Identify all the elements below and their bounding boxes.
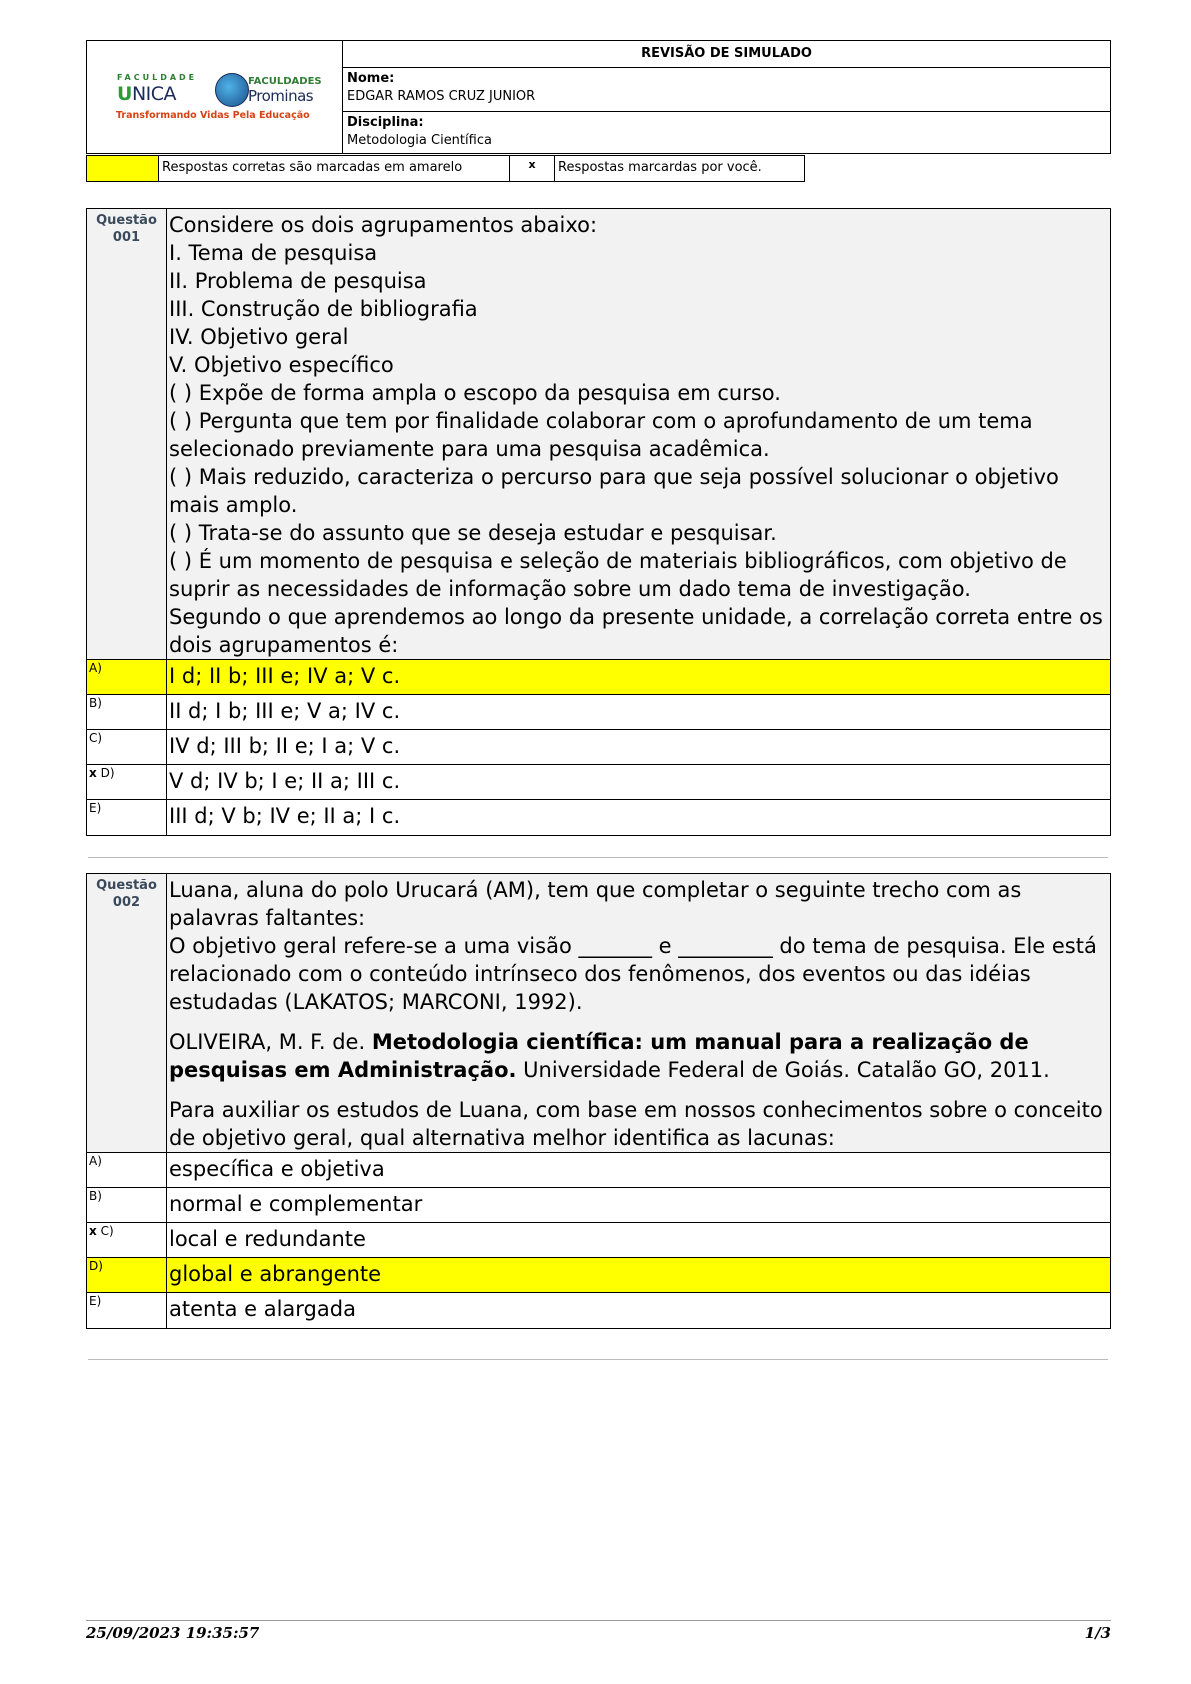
option-b <box>87 695 1110 730</box>
legend <box>86 155 805 182</box>
option-letter: C) <box>100 1224 114 1238</box>
logo-prominas-text: Prominas <box>248 87 314 105</box>
option-label <box>87 765 167 799</box>
stem-line: I. Tema de pesquisa <box>169 241 378 265</box>
option-text: II d; I b; III e; V a; IV c. <box>169 699 401 723</box>
option-label <box>87 1258 167 1292</box>
question-separator <box>88 1359 1108 1360</box>
stem-paragraph: O objetivo geral refere-se a uma visão _______ e _________ do tema de pesquisa. Ele está relacionado com o conteúdo intrínseco dos fenômenos, dos eventos ou das idéias estudadas (LAKATOS; MARCONI, 1992). <box>169 934 1097 1014</box>
option-letter: A) <box>89 661 102 675</box>
option-label <box>87 1223 167 1257</box>
question-number <box>87 209 167 659</box>
question-number-value: 001 <box>112 230 141 245</box>
question-number-value: 002 <box>112 895 141 910</box>
option-a <box>87 660 1110 695</box>
option-letter: D) <box>89 1259 103 1273</box>
question-stem <box>87 874 1110 1153</box>
option-letter: A) <box>89 1154 102 1168</box>
option-text: local e redundante <box>169 1227 366 1251</box>
option-label <box>87 1188 167 1222</box>
reference-author: OLIVEIRA, M. F. de. <box>169 1030 372 1054</box>
legend-correct-text: Respostas corretas são marcadas em amarelo <box>159 156 510 181</box>
option-label <box>87 730 167 764</box>
option-letter: C) <box>89 731 103 745</box>
stem-line: ( ) Trata-se do assunto que se deseja estudar e pesquisar. <box>169 521 777 545</box>
option-text: específica e objetiva <box>169 1157 385 1181</box>
stem-line: ( ) Expõe de forma ampla o escopo da pesquisa em curso. <box>169 381 781 405</box>
option-letter: B) <box>89 1189 102 1203</box>
option-c <box>87 1223 1110 1258</box>
option-text: V d; IV b; I e; II a; III c. <box>169 769 401 793</box>
legend-yellow-swatch <box>87 156 159 181</box>
reference-title: Metodologia científica: um manual para a realização de pesquisas em Administração. <box>169 1030 1029 1082</box>
logo-unica-text <box>117 83 176 105</box>
legend-marked-text: Respostas marcardas por você. <box>558 160 762 175</box>
option-d <box>87 1258 1110 1293</box>
footer-page-number: 1/3 <box>1084 1624 1111 1642</box>
option-a <box>87 1153 1110 1188</box>
stem-paragraph: Para auxiliar os estudos de Luana, com base em nossos conhecimentos sobre o conceito de objetivo geral, qual alternativa melhor identifica as lacunas: <box>169 1098 1103 1150</box>
option-label <box>87 1153 167 1187</box>
stem-line: ( ) Pergunta que tem por finalidade colaborar com o aprofundamento de um tema selecionado previamente para uma pesquisa acadêmica. <box>169 409 1033 461</box>
globe-logo-icon <box>215 73 249 107</box>
logo-tagline: Transformando Vidas Pela Educação <box>116 110 310 121</box>
option-e <box>87 800 1110 835</box>
reference-rest: Universidade Federal de Goiás. Catalão GO, 2011. <box>516 1058 1050 1082</box>
option-text: global e abrangente <box>169 1262 382 1286</box>
option-d <box>87 765 1110 800</box>
question-number <box>87 874 167 1152</box>
stem-line: ( ) É um momento de pesquisa e seleção de materiais bibliográficos, com objetivo de suprir as necessidades de informação sobre um dado tema de investigação. <box>169 549 1067 601</box>
header-box <box>86 40 1111 154</box>
option-label <box>87 660 167 694</box>
question-label: Questão <box>96 213 157 228</box>
reference-paragraph <box>169 1028 1106 1084</box>
legend-marked-symbol: x <box>510 156 555 181</box>
question-002 <box>86 873 1111 1329</box>
page-title: REVISÃO DE SIMULADO <box>343 41 1110 68</box>
option-b <box>87 1188 1110 1223</box>
option-c <box>87 730 1110 765</box>
option-label <box>87 800 167 835</box>
footer-divider <box>86 1620 1111 1621</box>
question-stem <box>87 209 1110 660</box>
stem-line: V. Objetivo específico <box>169 353 394 377</box>
option-label <box>87 1293 167 1328</box>
stem-paragraph: Luana, aluna do polo Urucará (AM), tem que completar o seguinte trecho com as palavras faltantes: <box>169 878 1022 930</box>
option-text: III d; V b; IV e; II a; I c. <box>169 804 401 828</box>
option-text: I d; II b; III e; IV a; V c. <box>169 664 401 688</box>
stem-line: IV. Objetivo geral <box>169 325 349 349</box>
option-text: IV d; III b; II e; I a; V c. <box>169 734 401 758</box>
option-label <box>87 695 167 729</box>
logo-faculdades-text: FACULDADES <box>248 76 322 87</box>
name-label: Nome: <box>347 71 395 86</box>
option-text: atenta e alargada <box>169 1297 356 1321</box>
option-e <box>87 1293 1110 1328</box>
question-001 <box>86 208 1111 836</box>
stem-line: Segundo o que aprendemos ao longo da presente unidade, a correlação correta entre os dois agrupamentos é: <box>169 605 1103 657</box>
discipline-field <box>343 111 1110 154</box>
logo-unica-rest: NICA <box>131 83 177 105</box>
header-info <box>343 41 1110 153</box>
logo-area <box>87 41 343 153</box>
name-field <box>343 68 1110 111</box>
logo-unica-u: U <box>117 83 132 105</box>
option-letter: B) <box>89 696 102 710</box>
option-marker: x <box>89 766 97 780</box>
stem-line: ( ) Mais reduzido, caracteriza o percurso para que seja possível solucionar o objetivo mais amplo. <box>169 465 1059 517</box>
logo-faculdade-text: FACULDADE <box>117 73 198 82</box>
option-text: normal e complementar <box>169 1192 423 1216</box>
stem-line: III. Construção de bibliografia <box>169 297 478 321</box>
question-text <box>167 874 1110 1152</box>
option-letter: E) <box>89 1294 102 1308</box>
footer-datetime: 25/09/2023 19:35:57 <box>86 1624 260 1642</box>
discipline-label: Disciplina: <box>347 114 424 130</box>
question-text <box>167 209 1110 659</box>
name-value: EDGAR RAMOS CRUZ JUNIOR <box>347 89 536 104</box>
discipline-value: Metodologia Científica <box>347 132 492 148</box>
option-letter: D) <box>100 766 115 780</box>
question-label: Questão <box>96 878 157 893</box>
question-separator <box>88 857 1108 858</box>
option-marker: x <box>89 1224 97 1238</box>
stem-line: Considere os dois agrupamentos abaixo: <box>169 213 598 237</box>
stem-line: II. Problema de pesquisa <box>169 269 427 293</box>
option-letter: E) <box>89 801 102 815</box>
